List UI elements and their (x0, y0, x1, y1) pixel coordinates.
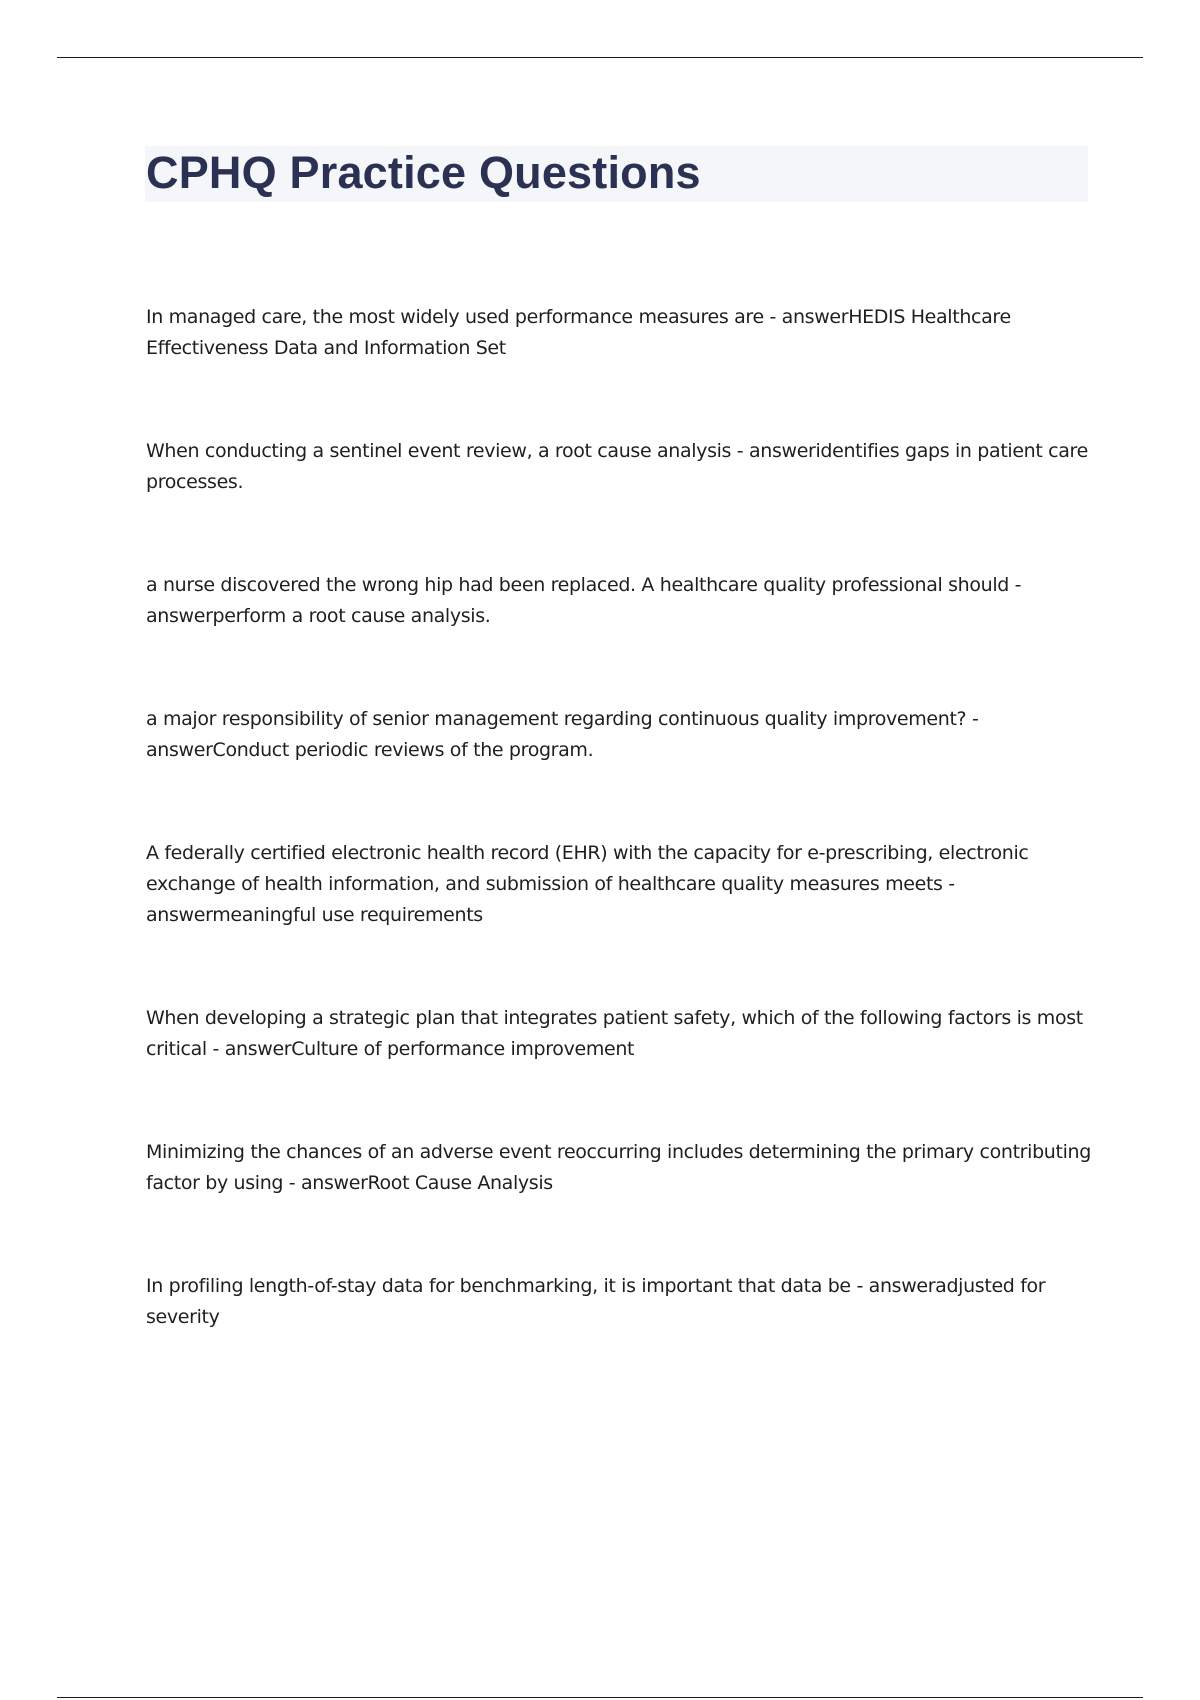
question-list (146, 302, 1096, 1405)
question-item: a nurse discovered the wrong hip had been replaced. A healthcare quality professional should - answerperform a root cause analysis. (146, 574, 1022, 627)
question-item: When conducting a sentinel event review, a root cause analysis - answeridentifies gaps in patient care processes. (146, 440, 1088, 493)
document-title: CPHQ Practice Questions (146, 147, 701, 198)
question-item: In profiling length-of-stay data for benchmarking, it is important that data be - answeradjusted for severity (146, 1275, 1046, 1328)
header-rule (57, 57, 1143, 58)
footer-rule (57, 1697, 1143, 1698)
question-item: A federally certified electronic health record (EHR) with the capacity for e-prescribing, electronic exchange of health information, and submission of healthcare quality measures meets - answermeaningful use requirements (146, 842, 1029, 926)
question-item: a major responsibility of senior management regarding continuous quality improvement? - answerConduct periodic reviews of the program. (146, 708, 979, 761)
question-item: Minimizing the chances of an adverse event reoccurring includes determining the primary contributing factor by using - answerRoot Cause Analysis (146, 1141, 1091, 1194)
question-item: In managed care, the most widely used performance measures are - answerHEDIS Healthcare Effectiveness Data and Information Set (146, 306, 1011, 359)
question-item: When developing a strategic plan that integrates patient safety, which of the following factors is most critical - answerCulture of performance improvement (146, 1007, 1083, 1060)
